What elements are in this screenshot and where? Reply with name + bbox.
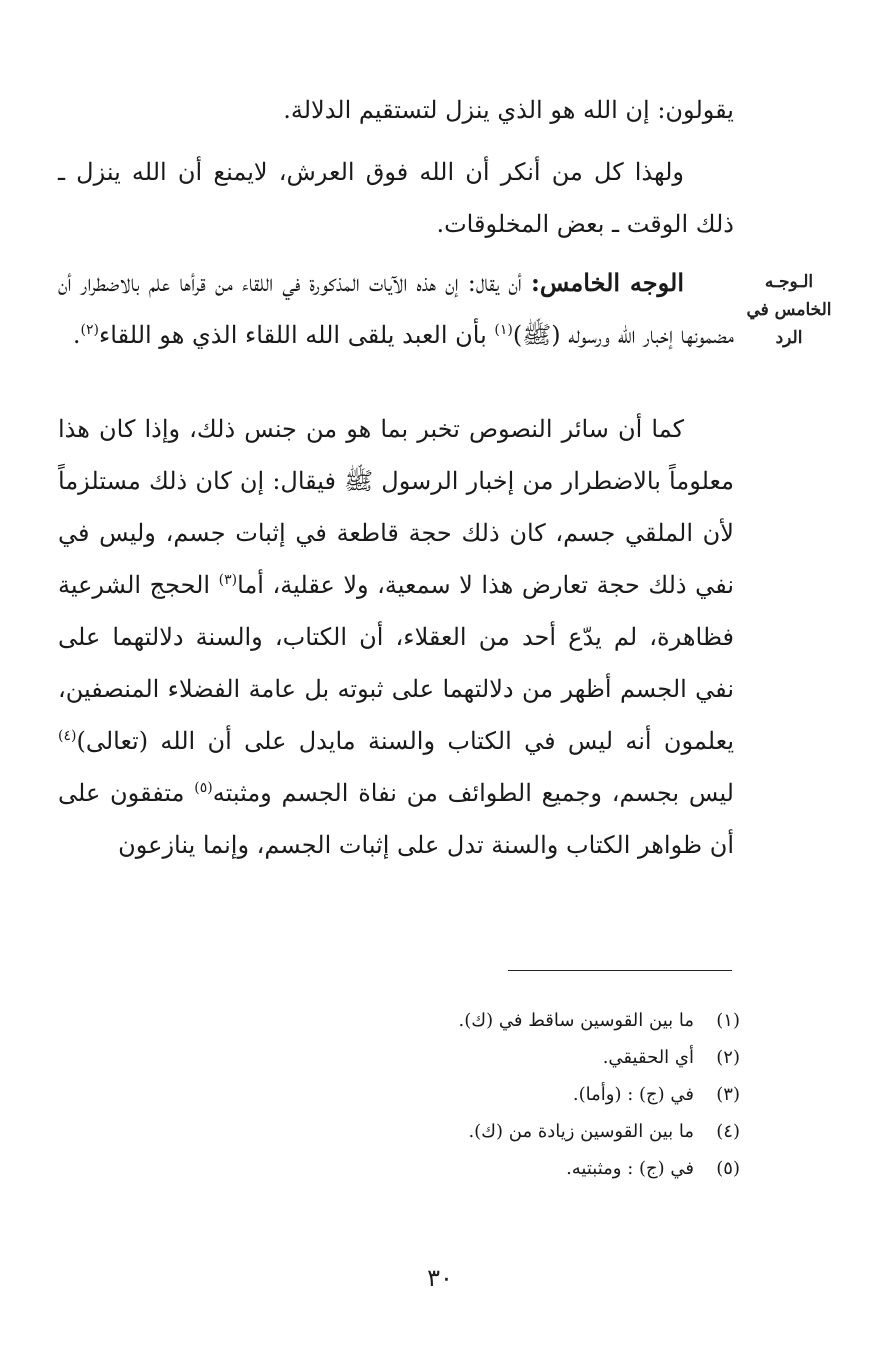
paragraph-4-part-a: كما أن سائر النصوص تخبر بما هو من جنس ذلك، وإذا كان هذا معلوماً بالاضطرار من إخبار الرسول ﷺ فيقال: إن كان ذلك مستلزماً لأن الملقي جسم، كان ذلك حجة قاطعة في إثبات جسم، وليس في نفي ذلك حجة تعارض هذا لا سمعية، ولا عقلية، أما — [58, 415, 735, 599]
paragraph-4-part-b: الحجج الشرعية فظاهرة، لم يدّع أحد من العقلاء، أن الكتاب، والسنة دلالتهما على نفي الجسم أظهر من دلالتهما على ثبوته بل عامة الفضلاء المنصفين، يعلمون أنه ليس في الكتاب والسنة مايدل على أن الله (تعالى) — [58, 571, 734, 755]
paragraph-3-part-c: . — [72, 321, 81, 349]
paragraph-1-text: يقولون: إن الله هو الذي ينزل لتستقيم الدلالة. — [283, 96, 734, 124]
paragraph-1 — [58, 84, 734, 136]
paragraph-3-part-b: بأن العبد يلقى الله اللقاء الذي هو اللقاء — [99, 321, 495, 349]
footnote-ref-3: (٣) — [218, 572, 238, 588]
footnote-divider — [508, 970, 732, 971]
margin-note: الـوجـه الخامس في الرد — [746, 272, 832, 348]
paragraph-2 — [58, 146, 734, 250]
footnote-2 — [200, 1039, 740, 1076]
footnote-text: ما بين القوسين زيادة من (ك). — [468, 1121, 694, 1142]
footnote-number: (٢) — [716, 1047, 740, 1068]
paragraph-3 — [58, 257, 734, 361]
paragraph-4-part-d: متفقون على أن ظواهر الكتاب والسنة تدل على إثبات الجسم، وإنما ينازعون — [58, 779, 734, 859]
footnote-number: (٤) — [716, 1121, 740, 1142]
footnote-text: في (ج) : ومثبتيه. — [566, 1158, 694, 1179]
footnote-text: في (ج) : (وأما). — [572, 1084, 694, 1105]
footnote-ref-5: (٥) — [194, 780, 213, 796]
page-number: ٣٠ — [427, 1264, 453, 1292]
paragraph-3-part-a: أن يقال: إن هذه الآيات المذكورة في اللقاء من قرأها علم بالاضطرار أن مضمونها إخبار الله ورسوله (ﷺ) — [58, 269, 734, 349]
paragraph-4 — [58, 403, 734, 871]
footnote-ref-2: (٢) — [80, 322, 100, 338]
footnote-number: (١) — [716, 1010, 740, 1031]
footnote-ref-4: (٤) — [58, 728, 77, 744]
footnote-text: ما بين القوسين ساقط في (ك). — [458, 1010, 694, 1031]
footnote-ref-1: (١) — [494, 322, 513, 338]
footnote-1 — [200, 1002, 740, 1039]
paragraph-4-part-c: ليس بجسم، وجميع الطوائف من نفاة الجسم ومثبته — [212, 779, 734, 807]
paragraph-3-text — [58, 257, 734, 361]
footnote-3 — [200, 1076, 740, 1113]
paragraph-4-text — [58, 403, 734, 871]
footnote-number: (٥) — [716, 1158, 740, 1179]
footnotes — [200, 1002, 740, 1187]
footnote-text: أي الحقيقي. — [602, 1047, 694, 1068]
footnote-5 — [200, 1150, 740, 1187]
section-heading: الوجه الخامس: — [530, 268, 684, 297]
footnote-number: (٣) — [716, 1084, 740, 1105]
paragraph-2-text: ولهذا كل من أنكر أن الله فوق العرش، لايمنع أن الله ينزل ـ ذلك الوقت ـ بعض المخلوقات. — [58, 158, 734, 238]
footnote-4 — [200, 1113, 740, 1150]
